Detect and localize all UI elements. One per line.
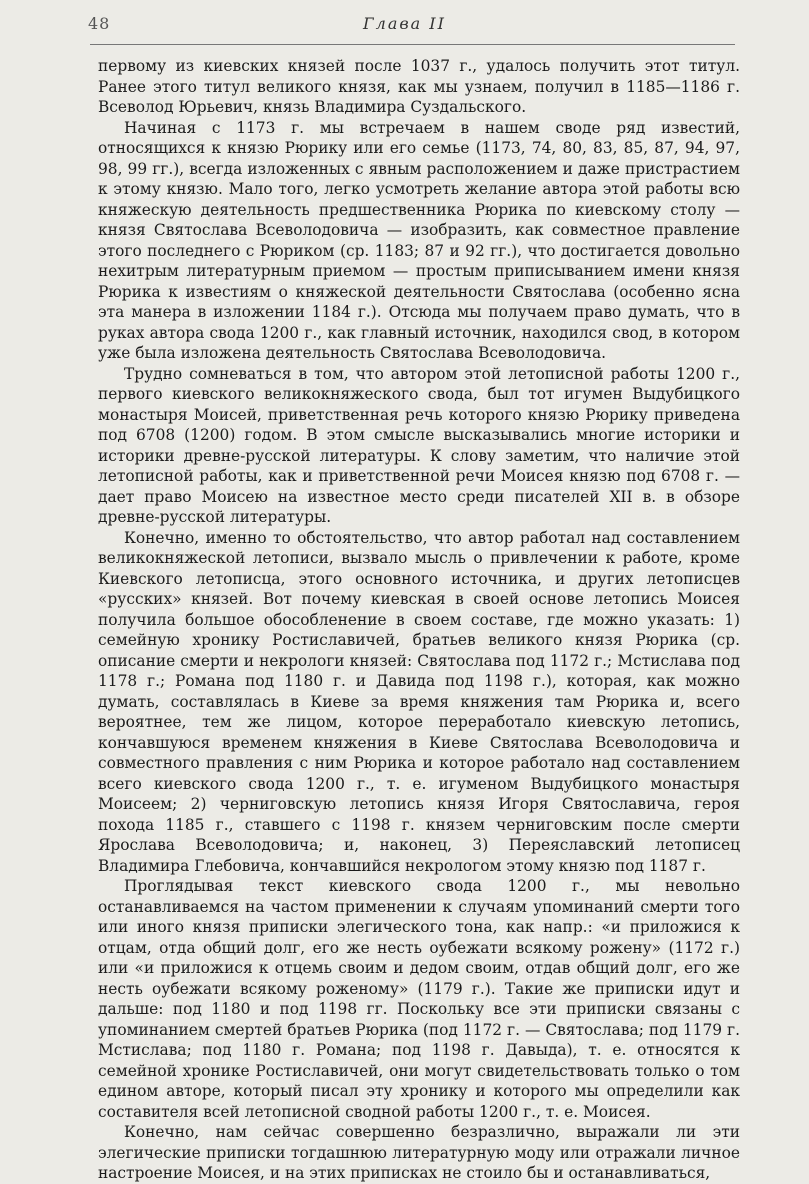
page-number: 48 [88, 14, 111, 33]
paragraph: Конечно, нам сейчас совершенно безразлично, выражали ли эти элегические приписки тогдашнюю литературную моду или отражали личное настроение Моисея, и на этих приписках не стоило бы и останавливаться, [98, 1123, 740, 1182]
paragraph: Начиная с 1173 г. мы встречаем в нашем своде ряд известий, относящихся к князю Рюрику или его семье (1173, 74, 80, 83, 85, 87, 94, 97, 98, 99 гг.), всегда изложенных с явным расположением и даже пристрастием к этому князю. Мало того, легко усмотреть желание автора этой работы всю княжескую деятельность предшественника Рюрика по киевскому столу — князя Святослава Всеволодовича — изобразить, как совместное правление этого последнего с Рюриком (ср. 1183; 87 и 92 гг.), что достигается довольно нехитрым литературным приемом — простым приписыванием имени князя Рюрика к известиям о княжеской деятельности Святослава (особенно ясна эта манера в изложении 1184 г.). Отсюда мы получаем право думать, что в руках автора свода 1200 г., как главный источник, находился свод, в котором уже была изложена деятельность Святослава Всеволодовича. [98, 118, 740, 362]
paragraph: Трудно сомневаться в том, что автором этой летописной работы 1200 г., первого киевского великокняжеского свода, был тот игумен Выдубицкого монастыря Моисей, приветственная речь которого князю Рюрику приведена под 6708 (1200) годом. В этом смысле высказывались многие историки и историки древне-русской литературы. К слову заметим, что наличие этой летописной работы, как и приветственной речи Моисея князю под 6708 г. — дает право Моисею на известное место среди писателей XII в. в обзоре древне-русской литературы. [98, 364, 740, 526]
paragraph: Конечно, именно то обстоятельство, что автор работал над составлением великокняжеской летописи, вызвало мысль о привлечении к работе, кроме Киевского летописца, этого основного источника, и других летописцев «русских» князей. Вот почему киевская в своей основе летопись Моисея получила большое обособленение в своем составе, где можно указать: 1) семейную хронику Ростиславичей, братьев великого князя Рюрика (ср. описание смерти и некрологи князей: Святослава под 1172 г.; Мстислава под 1178 г.; Романа под 1180 г. и Давида под 1198 г.), которая, как можно думать, составлялась в Киеве за время княжения там Рюрика и, всего вероятнее, тем же лицом, которое переработало киевскую летопись, кончавшуюся временем княжения в Киеве Святослава Всеволодовича и совместного правления с ним Рюрика и которое работало над составлением всего киевского свода 1200 г., т. е. игуменом Выдубицкого монастыря Моисеем; 2) черниговскую летопись князя Игоря Святославича, героя похода 1185 г., ставшего с 1198 г. князем черниговским после смерти Ярослава Всеволодовича; и, наконец, 3) Переяславский летописец Владимира Глебовича, кончавшийся некрологом этому князю под 1187 г. [98, 528, 740, 875]
running-head [0, 14, 809, 36]
page-body [98, 56, 740, 1184]
paragraph: Проглядывая текст киевского свода 1200 г., мы невольно останавливаемся на частом применении к случаям упоминаний смерти того или иного князя приписки элегического тона, как напр.: «и приложися к отцам, отда общий долг, его же несть оубежати всякому рожену» (1172 г.) или «и приложися к отцемь своим и дедом своим, отдав общий долг, его же несть оубежати всякому роженому» (1179 г.). Такие же приписки идут и дальше: под 1180 и под 1198 гг. Поскольку все эти приписки связаны с упоминанием смертей братьев Рюрика (под 1172 г. — Святослава; под 1179 г. Мстислава; под 1180 г. Романа; под 1198 г. Давыда), т. е. относятся к семейной хронике Ростиславичей, они могут свидетельствовать только о том едином авторе, который писал эту хронику и которого мы определили как составителя всей летописной сводной работы 1200 г., т. е. Моисея. [98, 877, 740, 1121]
header-rule [90, 44, 735, 45]
paragraph-continued: первому из киевских князей после 1037 г., удалось получить этот титул. Ранее этого титул великого князя, как мы узнаем, получил в 1185—1186 г. Всеволод Юрьевич, князь Владимира Суздальского. [98, 57, 740, 116]
chapter-title: Глава II [363, 14, 446, 33]
